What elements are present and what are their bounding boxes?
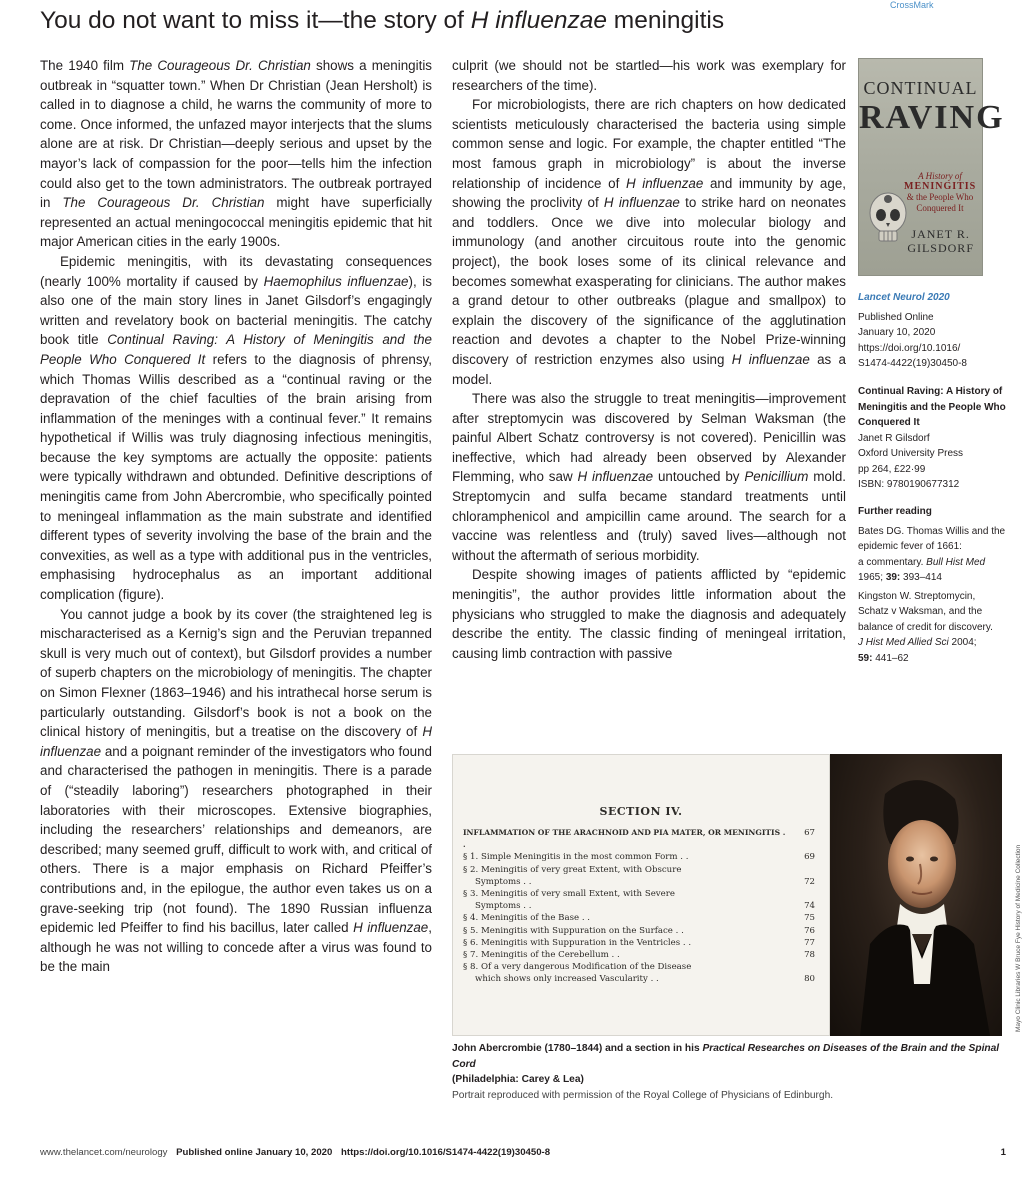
text-run: There was also the struggle to treat meningitis—improvement after streptomycin was discovered by Selman Waksman (the painful Albert Schatz controversy is not covered). Penicillin was ineffective, which had already been observed by Alexander Flemming, who saw bbox=[452, 391, 846, 485]
italic-text: H influenzae bbox=[353, 920, 429, 936]
italic-text: H influenzae bbox=[40, 724, 432, 759]
title-post: meningitis bbox=[607, 7, 725, 34]
text-run: and immunity by age, showing the proclivity of bbox=[452, 175, 846, 211]
contents-row bbox=[463, 876, 815, 888]
book-title-3: Conquered It bbox=[858, 417, 920, 428]
contents-label: § 6. Meningitis with Suppuration in the Ventricles . . bbox=[463, 937, 692, 948]
sidebar-further-reading bbox=[858, 504, 1018, 666]
page-footer bbox=[40, 1146, 1006, 1160]
ref2-journal: J Hist Med Allied Sci bbox=[858, 637, 949, 648]
text-run: and a poignant reminder of the investigators who found and characterised the pathogen in meningitis. There is a parade of (“steadily laboring”) researchers photographed in their laboratories with their microscopes. Extensive biographies, including the researchers’ relationships and demeanors, are described; many seemed gruff, difficult to work with, and critical of others. There is a major emphasis on Richard Pfeiffer’s contributions and, in the epilogue, the author even takes us on a grave-seeking trip (not found). The 1890 Russian influenza epidemic led Pfeiffer to find his bacillus, later called bbox=[40, 743, 432, 936]
further-reading-heading: Further reading bbox=[858, 506, 932, 517]
portrait-figure-icon bbox=[830, 754, 1002, 1036]
footer-url[interactable]: www.thelancet.com/neurology bbox=[40, 1147, 168, 1158]
ref2-line2: Schatz v Waksman, and the bbox=[858, 606, 983, 617]
italic-text: H influenzae bbox=[625, 175, 704, 191]
book-isbn: ISBN: 9780190677312 bbox=[858, 479, 960, 490]
book-publisher: Oxford University Press bbox=[858, 448, 964, 459]
contents-row bbox=[463, 961, 815, 973]
contents-label: § 3. Meningitis of very small Extent, with Severe bbox=[463, 889, 675, 900]
cover-sub-3: & the People Who bbox=[906, 192, 974, 202]
cover-title bbox=[859, 73, 1005, 136]
ref2-line5 bbox=[858, 651, 1018, 667]
sidebar-publication-info bbox=[858, 290, 1018, 372]
book-cover bbox=[858, 58, 1005, 276]
paragraph bbox=[40, 605, 432, 977]
contents-row bbox=[463, 949, 815, 961]
scan-contents-list bbox=[463, 827, 815, 986]
cover-author-2: GILSDORF bbox=[907, 241, 974, 255]
italic-text: Penicillium bbox=[744, 469, 809, 485]
text-run: , although he was not willing to concede after a virus was found to be the main bbox=[40, 920, 432, 975]
contents-page: 69 bbox=[804, 852, 815, 863]
contents-page: 76 bbox=[804, 925, 815, 936]
contents-page: 80 bbox=[804, 974, 815, 985]
text-run: shows a meningitis outbreak in “squatter town.” When Dr Christian (Jean Hersholt) is called in to diagnose a child, he warns the community of more to come. Once informed, the unfazed mayor interjects that the slums alone are at risk. Dr Christian—deeply serious and upset by the mayor’s lack of compassion for the poor—tells him the infection could also get to the town administrators. The outbreak portrayed in bbox=[40, 58, 432, 211]
paragraph bbox=[452, 389, 846, 565]
caption-book-title: Practical Researches on Diseases of the Brain and the Spinal Cord bbox=[452, 1043, 1000, 1070]
contents-row bbox=[463, 925, 815, 937]
contents-label: § 1. Simple Meningitis in the most common Form . . bbox=[463, 852, 689, 863]
ref1-line2: epidemic fever of 1661: bbox=[858, 541, 962, 552]
journal-citation: Lancet Neurol 2020 bbox=[858, 292, 950, 303]
ref1-line1: Bates DG. Thomas Willis and the bbox=[858, 525, 1006, 537]
contents-row bbox=[463, 827, 815, 851]
contents-label: INFLAMMATION OF THE ARACHNOID AND PIA MATER, OR MENINGITIS . . bbox=[463, 828, 786, 850]
paragraph bbox=[452, 56, 846, 95]
body-column-2 bbox=[452, 56, 846, 663]
text-run: You cannot judge a book by its cover (the straightened leg is mischaracterised as a Kernig’s sign and the Peruvian trepanned skull is very much out of context), but Gilsdorf provides a number of superb chapters on the microbiology of meningitis. The chapter on Simon Flexner (1863–1946) and his intrathecal horse serum is particularly outstanding. Gilsdorf’s book is not a book on the clinical history of meningitis, but a treatise on the discovery of bbox=[40, 606, 432, 740]
contents-page bbox=[793, 888, 815, 900]
text-run: Epidemic meningitis, with its devastating consequences (nearly 100% mortality if caused by bbox=[40, 253, 432, 289]
contents-page: 74 bbox=[804, 901, 815, 912]
contents-page: 78 bbox=[804, 950, 815, 961]
text-run: as a model. bbox=[452, 351, 846, 387]
abercrombie-portrait bbox=[830, 754, 1002, 1036]
contents-row bbox=[463, 937, 815, 949]
book-title-1: Continual Raving: A History of bbox=[858, 386, 1003, 397]
ref1-line4 bbox=[858, 570, 1018, 586]
sidebar-book-info bbox=[858, 384, 1018, 493]
contents-label: Symptoms . . bbox=[475, 876, 532, 887]
contents-label: § 8. Of a very dangerous Modification of the Disease bbox=[463, 962, 692, 973]
cover-author-1: JANET R. bbox=[911, 227, 970, 241]
text-run: The 1940 film bbox=[40, 58, 130, 73]
ref2-volume: 59: bbox=[858, 652, 873, 664]
published-date: January 10, 2020 bbox=[858, 327, 936, 338]
cover-sub-2: MENINGITIS bbox=[904, 180, 977, 192]
italic-text: H influenzae bbox=[577, 469, 654, 485]
italic-text: H influenzae bbox=[731, 351, 810, 367]
text-run: refers to the diagnosis of phrensy, which Thomas Willis described as a “continual raving or the depravation of the chief faculties of the brain arising from inflammation of the meninges with a continual fever.” It remains hypothetical if Willis was truly diagnosing infectious meningitis, because the key symptoms are actually the opposite: patients were typically withdrawn and obtunded. Definitive descriptions of meningitis came from John Abercrombie, who specifically pointed to meningeal inflammation as the main substrate and identified different types of severity involving the base of the brain and the convexities, as well as a type with additional pus in the ventricles, emphasising hydrocephalus as an important additional complication (figure). bbox=[40, 351, 432, 603]
italic-text: The Courageous Dr. Christian bbox=[62, 195, 265, 211]
ref2-pages: 441–62 bbox=[872, 652, 909, 664]
cover-title-line2: RAVING bbox=[859, 99, 1005, 136]
article-title bbox=[40, 6, 860, 36]
book-pages-price: pp 264, £22·99 bbox=[858, 463, 926, 475]
ref2-line1: Kingston W. Streptomycin, bbox=[858, 590, 976, 602]
text-run: might have superficially represented an actual meningococcal meningitis epidemic that hit major American cities in the early 1900s. bbox=[40, 195, 432, 250]
text-run: mold. Streptomycin and sulfa became standard treatments until chloramphenicol and ampicillin came around. The search for a vaccine was relentless and (truly) saved lives—although not without the aftermath of serious morbidity. bbox=[452, 469, 846, 563]
ref1-line3-text: a commentary. bbox=[858, 556, 927, 568]
body-column-1 bbox=[40, 56, 432, 977]
paragraph bbox=[452, 95, 846, 389]
contents-label: § 5. Meningitis with Suppuration on the Surface . . bbox=[463, 925, 684, 936]
italic-text: The Courageous Dr. Christian bbox=[129, 58, 311, 73]
contents-page bbox=[793, 961, 815, 973]
contents-row bbox=[463, 864, 815, 876]
text-run: culprit (we should not be startled—his work was exemplary for researchers of the time). bbox=[452, 58, 846, 93]
italic-text: Continual Raving: A History of Meningitis and the People Who Conquered It bbox=[40, 332, 433, 367]
title-pre: You do not want to miss it—the story of bbox=[40, 7, 471, 34]
caption-permission: Portrait reproduced with permission of the Royal College of Physicians of Edinburgh. bbox=[452, 1089, 834, 1101]
ref1-journal: Bull Hist Med bbox=[926, 556, 986, 568]
image-credit: Mayo Clinic Libraries W Bruce Fye History of Medicine Collection bbox=[1015, 844, 1022, 1032]
crossmark-logo[interactable]: CrossMark bbox=[890, 0, 934, 10]
figure bbox=[452, 754, 1014, 1036]
text-run: ), is also one of the main story lines in Janet Gilsdorf’s engagingly written and revelatory book on bacterial meningitis. The catchy book title bbox=[40, 273, 432, 348]
italic-text: H influenzae bbox=[603, 195, 680, 211]
cover-subtitle bbox=[904, 171, 976, 213]
contents-page: 77 bbox=[804, 937, 815, 948]
cover-sub-4: Conquered It bbox=[916, 202, 964, 213]
text-run: For microbiologists, there are rich chapters on how dedicated scientists meticulously characterised the bacteria using simple common sense and logic. For example, the chapter entitled “The most famous graph in microbiology” is about the inverse relationship of incidence of bbox=[452, 97, 846, 191]
contents-label: Symptoms . . bbox=[475, 901, 532, 912]
paragraph bbox=[40, 252, 432, 605]
text-run: Despite showing images of patients afflicted by “epidemic meningitis”, the author provides little information about the physicians who struggled to make the diagnosis and adequately describe the entity. The classic finding of meningeal irritation, causing limb contraction with passive bbox=[452, 567, 846, 661]
title-italic: H influenzae bbox=[470, 7, 607, 34]
paragraph bbox=[40, 56, 432, 252]
cover-author bbox=[907, 227, 974, 255]
contents-page: 67 bbox=[804, 828, 815, 838]
book-contents-scan bbox=[452, 754, 830, 1036]
doi-link-1[interactable]: https://doi.org/10.1016/ bbox=[858, 342, 961, 354]
ref1-year: 1965; bbox=[858, 572, 886, 583]
contents-label: § 4. Meningitis of the Base . . bbox=[463, 913, 591, 924]
contents-row bbox=[463, 912, 815, 924]
italic-text: Haemophilus influenzae bbox=[263, 273, 409, 289]
page-number: 1 bbox=[1000, 1147, 1006, 1158]
ref2-year: 2004; bbox=[948, 637, 977, 648]
figure-caption bbox=[452, 1041, 1012, 1103]
caption-line2: (Philadelphia: Carey & Lea) bbox=[452, 1074, 584, 1085]
cover-title-line1: CONTINUAL bbox=[863, 78, 978, 98]
contents-row bbox=[463, 900, 815, 912]
ref1-line3 bbox=[858, 555, 1018, 571]
contents-row bbox=[463, 851, 815, 863]
book-author: Janet R Gilsdorf bbox=[858, 432, 930, 444]
doi-link-2[interactable]: S1474-4422(19)30450-8 bbox=[858, 358, 967, 369]
ref2-line3: balance of credit for discovery. bbox=[858, 621, 993, 633]
contents-label: which shows only increased Vascularity . . bbox=[475, 974, 659, 985]
text-run: to strike hard on neonates and toddlers. Once we dive into molecular biology and immunology (and another circuitous route into the genomic project), the book loses some of its clinical relevance and becomes somewhat exasperating for clinicians. The author makes a grand detour to other outbreaks (plague and smallpox) to explain the discovery of the significance of the agglutination reaction and devotes a chapter to the Nobel Prize-winning discovery of restriction enzymes also using bbox=[452, 195, 846, 367]
ref1-pages: 393–414 bbox=[900, 572, 942, 583]
contents-label: § 7. Meningitis of the Cerebellum . . bbox=[463, 950, 620, 961]
scan-section-heading: SECTION IV. bbox=[599, 805, 683, 818]
contents-page bbox=[793, 864, 815, 876]
footer-doi[interactable]: https://doi.org/10.1016/S1474-4422(19)30450-8 bbox=[341, 1147, 551, 1158]
paragraph bbox=[452, 565, 846, 663]
ref2-line4 bbox=[858, 635, 1018, 651]
caption-text-1: John Abercrombie (1780–1844) and a section in his bbox=[452, 1043, 703, 1054]
contents-label: § 2. Meningitis of very great Extent, with Obscure bbox=[463, 864, 682, 875]
caption-line1 bbox=[452, 1041, 1012, 1072]
contents-page: 75 bbox=[804, 913, 815, 924]
published-label: Published Online bbox=[858, 311, 934, 323]
footer-published: Published online January 10, 2020 bbox=[176, 1147, 333, 1158]
contents-row bbox=[463, 973, 815, 985]
text-run: untouched by bbox=[653, 469, 745, 485]
contents-page: 72 bbox=[804, 876, 815, 887]
contents-row bbox=[463, 888, 815, 900]
ref1-volume: 39: bbox=[885, 572, 901, 583]
book-title-2: Meningitis and the People Who bbox=[858, 401, 1006, 413]
cover-sub-1: A History of bbox=[918, 171, 962, 181]
